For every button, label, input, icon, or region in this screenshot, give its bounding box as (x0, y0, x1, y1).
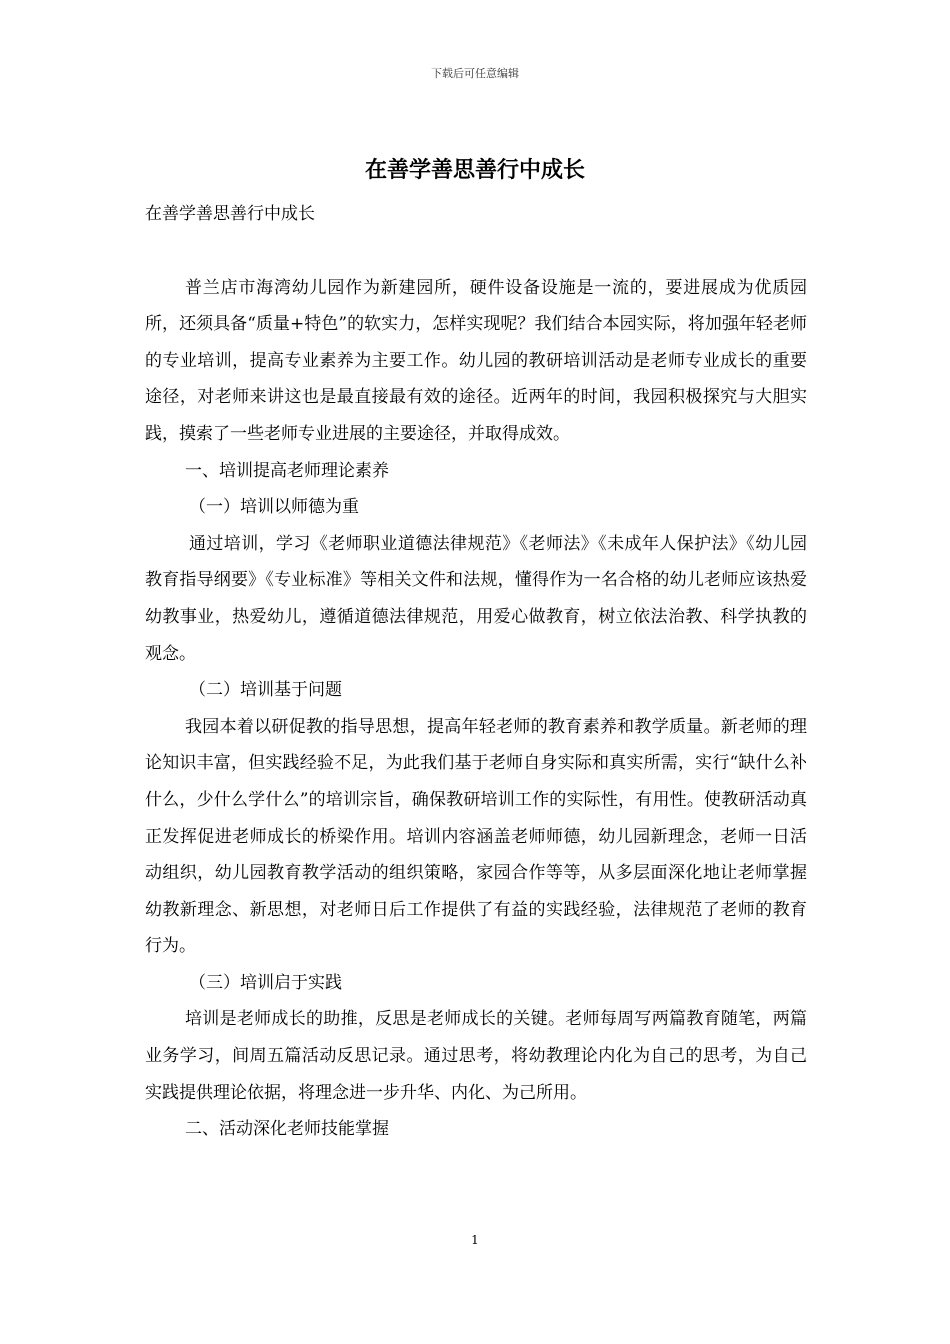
section-heading-2: 二、活动深化老师技能掌握 (185, 1119, 389, 1140)
paragraph-intro: 普兰店市海湾幼儿园作为新建园所，硬件设备设施是一流的，要进展成为优质园所，还须具备“质量+特色”的软实力，怎样实现呢？我们结合本园实际，将加强年轻老师的专业培训，提高专业素养为主要工作。幼儿园的教研培训活动是老师专业成长的重要途径，对老师来讲这也是最直接最有效的途径。近两年的时间，我园积极探究与大胆实践，摸索了一些老师专业进展的主要途径，并取得成效。 (145, 277, 807, 444)
paragraph-ethics-training: 通过培训，学习《老师职业道德法律规范》《老师法》《未成年人保护法》《幼儿园教育指导纲要》《专业标准》等相关文件和法规，懂得作为一名合格的幼儿老师应该热爱幼教事业，热爱幼儿，遵循道德法律规范，用爱心做教育，树立依法治教、科学执教的观念。 (145, 533, 807, 664)
page-number: 1 (471, 1233, 479, 1247)
paragraph-practice-training: 培训是老师成长的助推，反思是老师成长的关键。老师每周写两篇教育随笔，两篇业务学习，间周五篇活动反思记录。通过思考，将幼教理论内化为自己的思考，为自己实践提供理论依据，将理念进一步升华、内化、为己所用。 (145, 1009, 807, 1103)
paragraph-problem-training: 我园本着以研促教的指导思想，提高年轻老师的教育素养和教学质量。新老师的理论知识丰富，但实践经验不足，为此我们基于老师自身实际和真实所需，实行“缺什么补什么，少什么学什么”的培训宗旨，确保教研培训工作的实际性，有用性。使教研活动真正发挥促进老师成长的桥梁作用。培训内容涵盖老师师德，幼儿园新理念，老师一日活动组织，幼儿园教育教学活动的组织策略，家园合作等等，从多层面深化地让老师掌握幼教新理念、新思想，对老师日后工作提供了有益的实践经验，法律规范了老师的教育行为。 (145, 716, 807, 957)
subsection-heading-1: （一）培训以师德为重 (189, 497, 359, 518)
page-header-note: 下载后可任意编辑 (431, 67, 519, 80)
document-subtitle: 在善学善思善行中成长 (145, 204, 315, 224)
document-title: 在善学善思善行中成长 (364, 157, 585, 183)
subsection-heading-3: （三）培训启于实践 (189, 972, 342, 993)
subsection-heading-2: （二）培训基于问题 (189, 680, 342, 701)
section-heading-1: 一、培训提高老师理论素养 (185, 460, 389, 481)
document-body (145, 196, 807, 1148)
